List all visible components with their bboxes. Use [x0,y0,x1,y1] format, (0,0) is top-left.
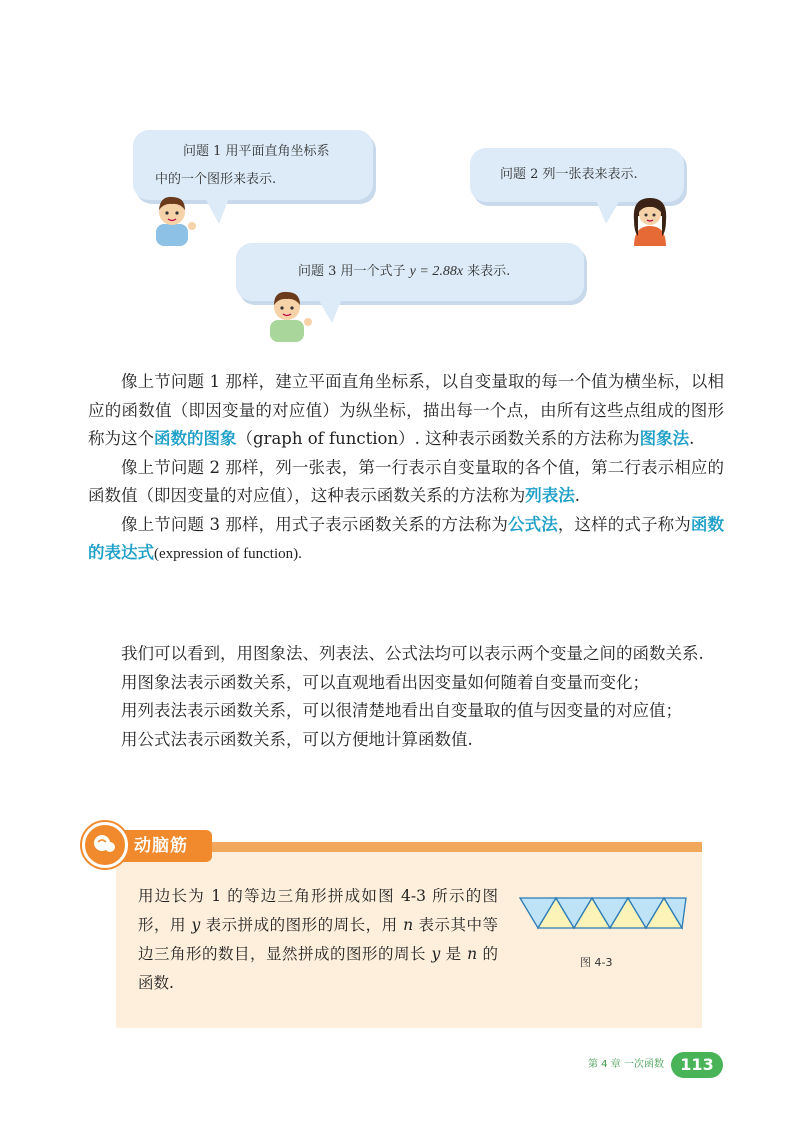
term-expression-of-function: 函数的表达式 [88,514,724,562]
bubble-2-tail [596,200,620,224]
var-y-2: y [431,945,441,963]
think-text-c: 表示其中等边三角形的数目，显然拼成的图形的周长 [138,916,498,963]
think-tag-label: 动脑筋 [110,830,212,862]
bubble-3-formula: y = 2.88x [409,264,464,279]
paragraph-table-method [88,454,724,511]
think-text-d: 是 [440,945,468,963]
bubble-2-text: 问题 2 列一张表来表示. [500,167,638,182]
girl-avatar [628,190,672,246]
bubble-1-tail [205,198,229,224]
figure-caption: 图 4-3 [580,956,613,969]
paragraph-graph-advantage: 用图象法表示函数关系，可以直观地看出因变量如何随着自变量而变化； [121,672,649,692]
brain-icon [82,822,128,868]
footer-chapter: 第 4 章 [588,1059,621,1070]
bubble-1-text [155,138,330,194]
think-box-section [82,822,702,1028]
bubble-3-prefix: 问题 3 用一个式子 [298,264,410,279]
paragraph-graph-method [88,368,724,454]
think-text-a: 用边长为 1 的等边三角形拼成如图 4-3 所示的图形，用 [138,887,498,934]
page-number: 113 [671,1052,723,1078]
term-graph-method: 图象法 [639,429,690,448]
body-paragraphs [88,368,724,569]
footer-chapter-title: 一次函数 [624,1059,664,1070]
summary-paragraphs [88,640,724,754]
bubble-1-line-2: 中的一个图形来表示. [155,172,277,187]
var-n: n [403,916,414,934]
var-n-2: n [467,945,478,963]
boy-avatar-1 [150,190,198,246]
paragraph-summary: 我们可以看到，用图象法、列表法、公式法均可以表示两个变量之间的函数关系. [121,644,704,663]
term-table-method: 列表法 [525,486,575,505]
think-text-b: 表示拼成的图形的周长，用 [200,916,404,934]
p3-text-a: 像上节问题 3 那样，用式子表示函数关系的方法称为 [121,514,508,534]
bubble-3-tail [318,299,342,323]
p2-text-c: . [574,486,580,505]
p1-text-c: . [689,429,695,448]
think-problem-text [138,882,498,998]
paragraph-formula-advantage: 用公式法表示函数关系，可以方便地计算函数值. [121,729,473,749]
term-graph-of-function: 函数的图象 [154,429,237,448]
think-text-e: 的函数. [138,945,498,992]
triangle-strip-figure [518,896,688,930]
bubble-3-suffix: 来表示. [463,264,511,279]
term-formula-method: 公式法 [508,514,558,534]
boy-avatar-2 [264,284,314,342]
var-y: y [191,916,201,934]
p2-text-a: 像上节问题 2 那样，列一张表，第一行表示自变量取的各个值，第二行表示相应的函数值（即因变量的对应值），这种表示函数关系的方法称为 [88,457,724,505]
p3-text-b: ，这样的式子称为 [557,514,691,534]
bubble-1-line-1: 问题 1 用平面直角坐标系 [183,144,330,159]
paragraph-formula-method [88,511,724,569]
bubble-3-text [298,258,510,286]
p1-text-b: （graph of function）. 这种表示函数关系的方法称为 [236,429,640,448]
paragraph-table-advantage: 用列表法表示函数关系，可以很清楚地看出自变量取的值与因变量的对应值； [121,701,682,720]
p1-text-a: 像上节问题 1 那样，建立平面直角坐标系，以自变量取的每一个值为横坐标，以相应的函数值（即因变量的对应值）为纵坐标，描出每一个点，由所有这些点组成的图形称为这个 [88,372,724,448]
p3-text-c: (expression of function). [154,546,302,562]
